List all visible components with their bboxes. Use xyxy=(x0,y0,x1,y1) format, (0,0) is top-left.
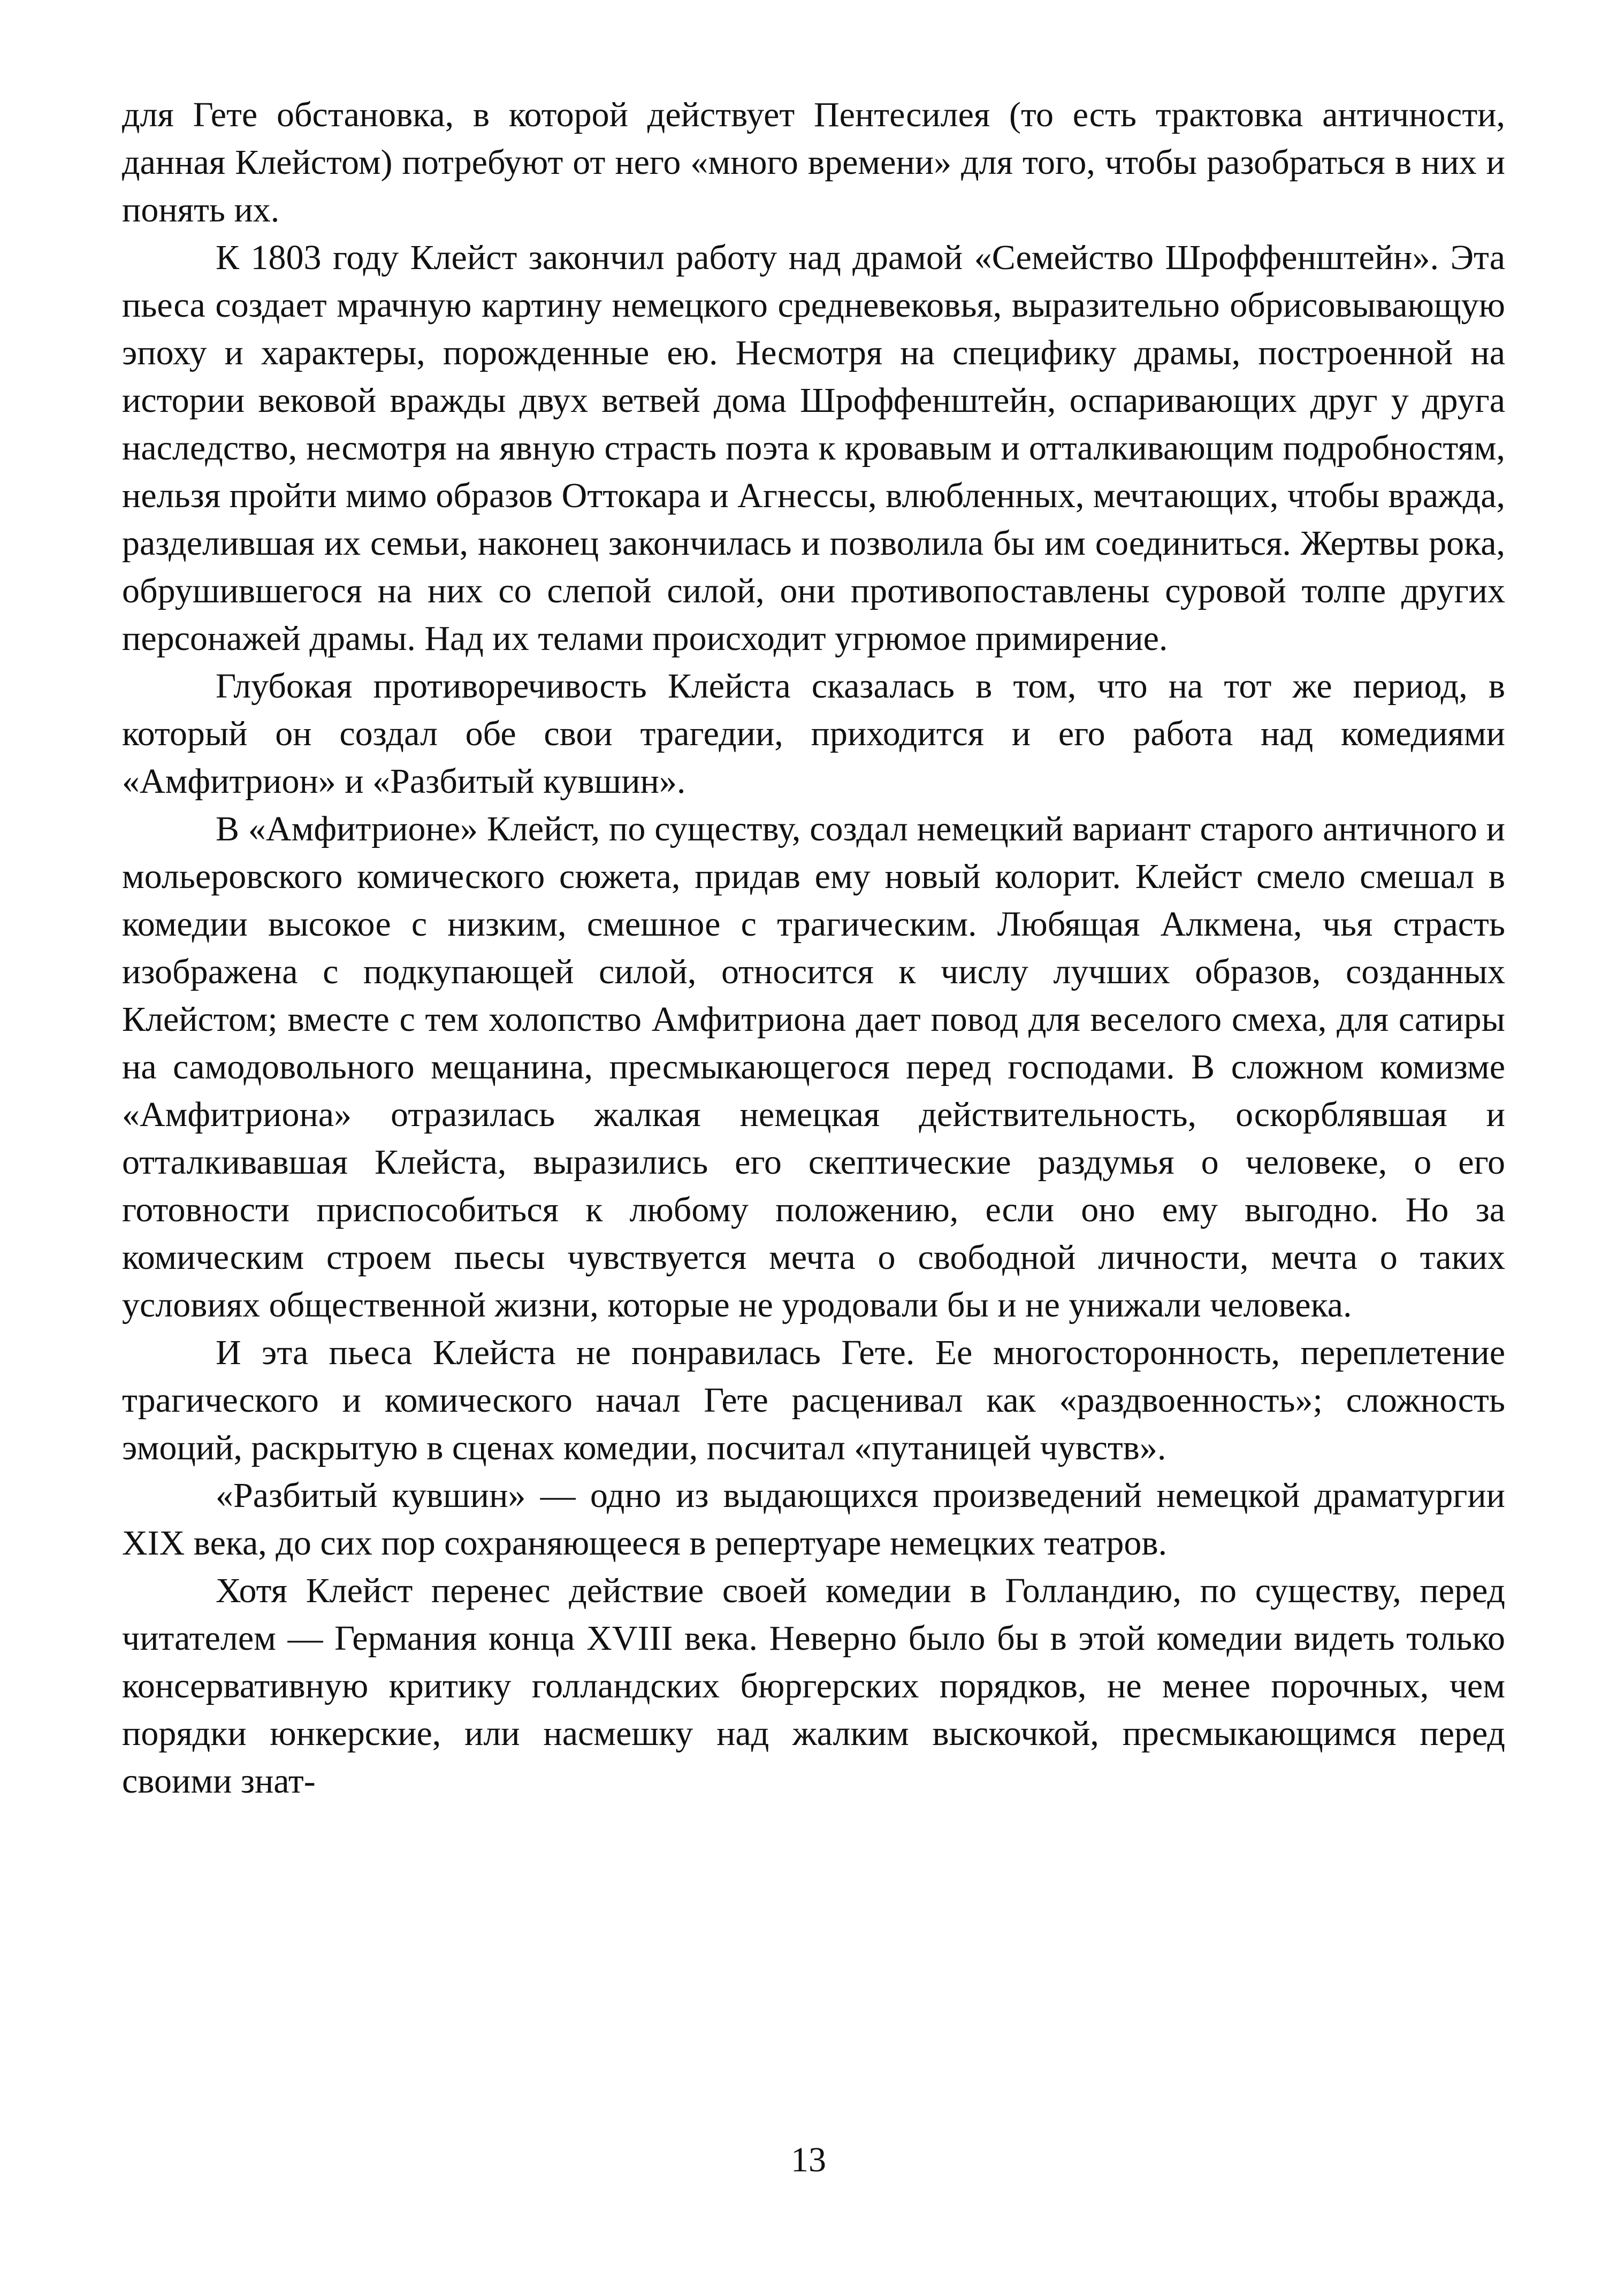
page-text xyxy=(122,91,1505,1805)
paragraph: Хотя Клейст перенес действие своей комедии в Голландию, по существу, перед читателем — Германия конца XVIII века. Неверно было бы в этой комедии видеть только консервативную критику голландских бюргерских порядков, не менее порочных, чем порядки юнкерские, или насмешку над жалким выскочкой, пресмыкающимся перед своими знат- xyxy=(122,1571,1505,1801)
paragraph: для Гете обстановка, в которой действует Пентесилея (то есть трактовка античности, данная Клейстом) потребуют от него «много времени» для того, чтобы разобраться в них и понять их. xyxy=(122,95,1505,229)
paragraph: «Разбитый кувшин» — одно из выдающихся произведений немецкой драматургии XIX века, до сих пор сохраняющееся в репертуаре немецких театров. xyxy=(122,1476,1505,1563)
page-number: 13 xyxy=(791,2140,826,2179)
paragraph: Глубокая противоречивость Клейста сказалась в том, что на тот же период, в который он создал обе свои трагедии, приходится и его работа над комедиями «Амфитрион» и «Разбитый кувшин». xyxy=(122,667,1505,801)
paragraph: К 1803 году Клейст закончил работу над драмой «Семейство Шроффенштейн». Эта пьеса создает мрачную картину немецкого средневековья, выразительно обрисовывающую эпоху и характеры, порожденные ею. Несмотря на специфику драмы, построенной на истории вековой вражды двух ветвей дома Шроффенштейн, оспаривающих друг у друга наследство, несмотря на явную страсть поэта к кровавым и отталкивающим подробностям, нельзя пройти мимо образов Оттокара и Агнессы, влюбленных, мечтающих, чтобы вражда, разделившая их семьи, наконец закончилась и позволила бы им соединиться. Жертвы рока, обрушившегося на них со слепой силой, они противопоставлены суровой толпе других персонажей драмы. Над их телами происходит угрюмое примирение. xyxy=(122,238,1505,658)
paragraph: В «Амфитрионе» Клейст, по существу, создал немецкий вариант старого античного и мольеровского комического сюжета, придав ему новый колорит. Клейст смело смешал в комедии высокое с низким, смешное с трагическим. Любящая Алкмена, чья страсть изображена с подкупающей силой, относится к числу лучших образов, созданных Клейстом; вместе с тем холопство Амфитриона дает повод для веселого смеха, для сатиры на самодовольного мещанина, пресмыкающегося перед господами. В сложном комизме «Амфитриона» отразилась жалкая немецкая действительность, оскорблявшая и отталкивавшая Клейста, выразились его скептические раздумья о человеке, о его готовности приспособиться к любому положению, если оно ему выгодно. Но за комическим строем пьесы чувствуется мечта о свободной личности, мечта о таких условиях общественной жизни, которые не уродовали бы и не унижали человека. xyxy=(122,809,1505,1325)
paragraph: И эта пьеса Клейста не понравилась Гете. Ее многосторонность, переплетение трагического и комического начал Гете расценивал как «раздвоенность»; сложность эмоций, раскрытую в сценах комедии, посчитал «путаницей чувств». xyxy=(122,1333,1505,1467)
